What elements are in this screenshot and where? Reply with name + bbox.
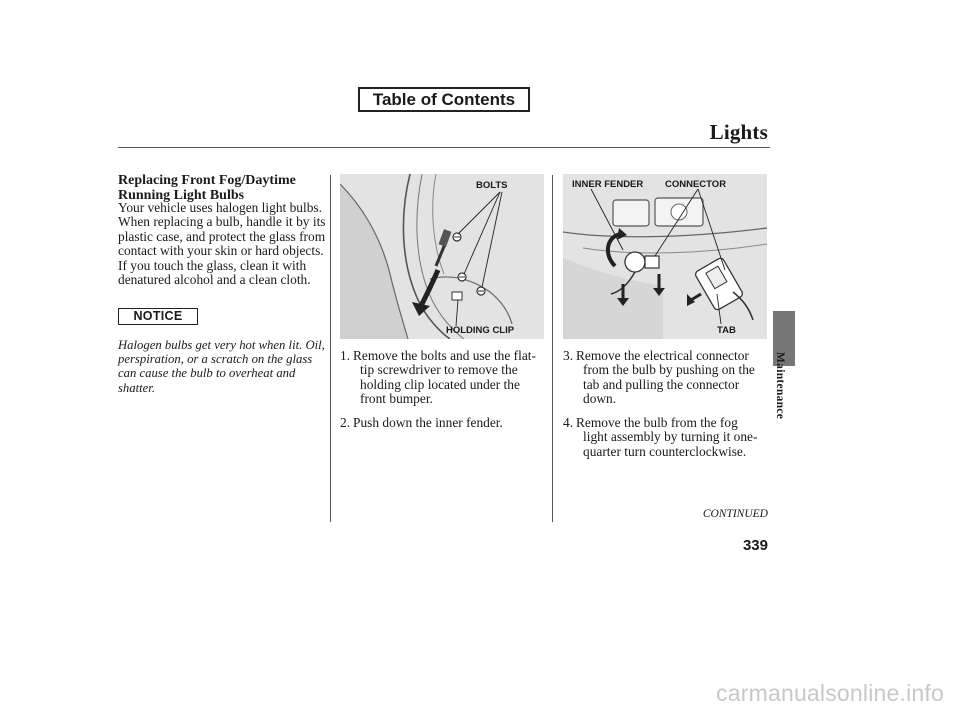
figure-bumper-bolts <box>340 174 544 339</box>
step-2 <box>340 416 546 432</box>
section-tab-label: Maintenance <box>774 352 786 420</box>
page-title: Lights <box>709 120 768 144</box>
step-number: 2. <box>340 415 351 430</box>
step-4 <box>563 416 769 462</box>
watermark: carmanualsonline.info <box>716 680 944 706</box>
step-number: 4. <box>563 415 574 430</box>
section-heading: Replacing Front Fog/Daytime Running Light Bulbs <box>118 173 296 203</box>
step-text: Push down the inner fender. <box>353 415 503 430</box>
figure-fog-light-connector <box>563 174 767 339</box>
column-divider-left <box>330 175 331 522</box>
header-rule <box>118 147 770 148</box>
step-number: 1. <box>340 348 351 363</box>
section-body: Your vehicle uses halogen light bulbs. When replacing a bulb, handle it by its plastic case, and protect the glass from contact with your skin or hard objects. If you touch the glass, clean it with denatured alcohol and a clean cloth. <box>118 200 326 288</box>
label-connector: CONNECTOR <box>665 179 727 190</box>
label-tab: TAB <box>717 325 736 336</box>
page-number: 339 <box>742 537 768 554</box>
continued-label: CONTINUED <box>702 508 768 520</box>
notice-text: Halogen bulbs get very hot when lit. Oil, perspiration, or a scratch on the glass can cause the bulb to overheat and shatter. <box>118 338 325 395</box>
label-bolts: BOLTS <box>476 180 508 191</box>
notice-badge: NOTICE <box>118 308 198 325</box>
label-holding-clip: HOLDING CLIP <box>446 325 515 336</box>
step-text: Remove the bulb from the fog light assembly by turning it one- quarter turn counterclockwise. <box>576 415 758 459</box>
label-inner-fender: INNER FENDER <box>572 179 644 190</box>
step-3 <box>563 349 769 409</box>
step-number: 3. <box>563 348 574 363</box>
fog-light-illustration <box>563 174 767 339</box>
step-text: Remove the electrical connector from the bulb by pushing on the tab and pulling the connector down. <box>576 348 755 407</box>
table-of-contents-button[interactable]: Table of Contents <box>358 87 530 112</box>
bumper-illustration <box>340 174 544 339</box>
step-1 <box>340 349 546 409</box>
column-divider-right <box>552 175 553 522</box>
step-text: Remove the bolts and use the flat- tip screwdriver to remove the holding clip located under the front bumper. <box>353 348 536 407</box>
